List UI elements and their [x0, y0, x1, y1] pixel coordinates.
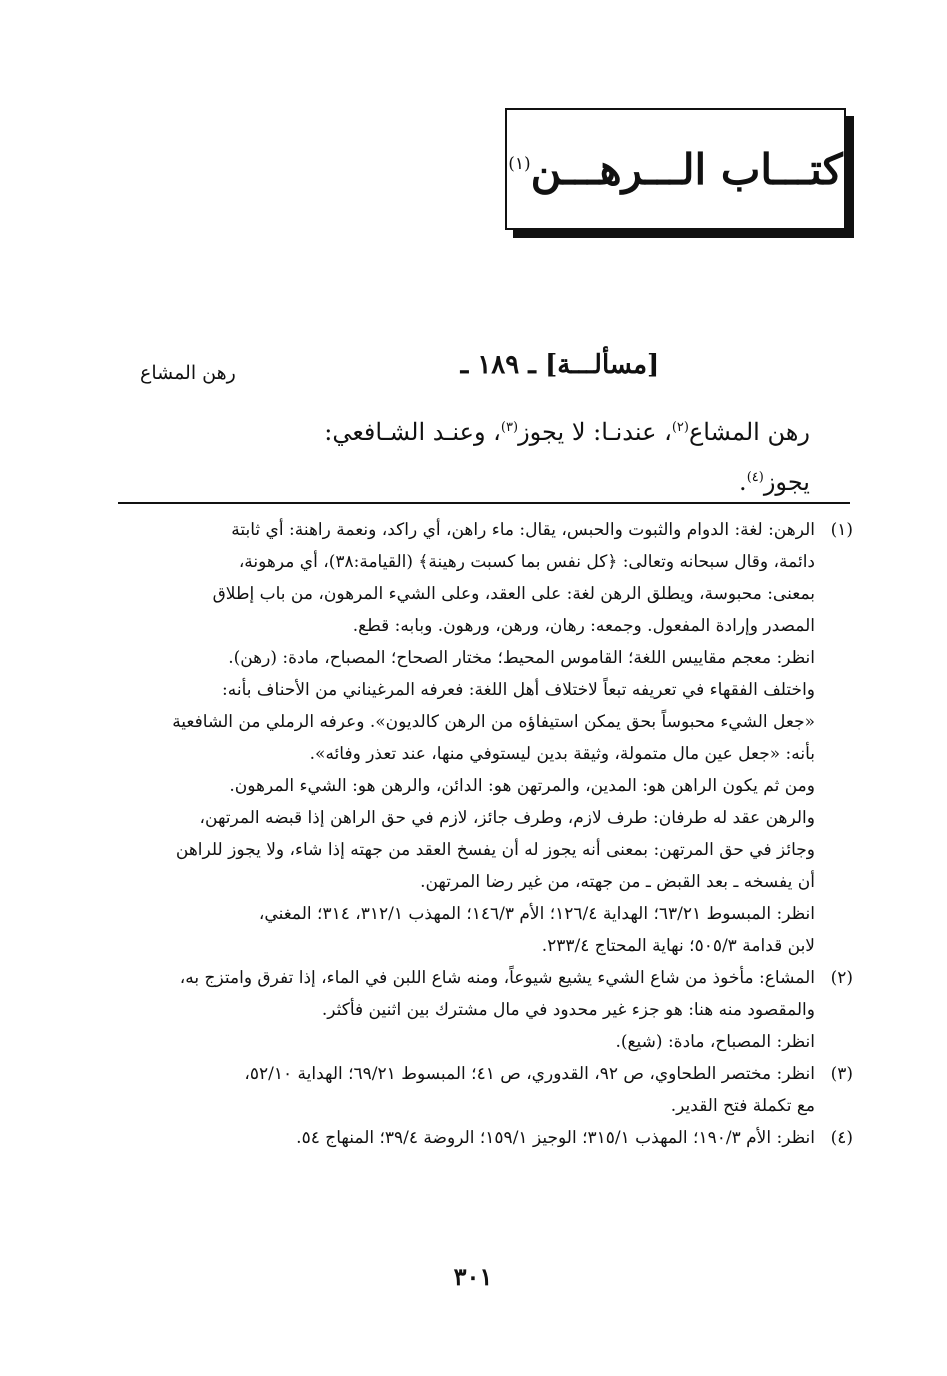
footnote-line: لابن قدامة ٥٠٥/٣؛ نهاية المحتاج ٢٣٣/٤.: [541, 936, 815, 956]
chapter-title-box: [505, 108, 846, 230]
footnote-line: انظر: مختصر الطحاوي، ص ٩٢، القدوري، ص ٤١؛ المبسوط ٦٩/٢١؛ الهداية ٥٢/١٠،: [244, 1064, 815, 1084]
footnote-line: انظر: المبسوط ٦٣/٢١؛ الهداية ١٢٦/٤؛ الأم ١٤٦/٣؛ المهذب ٣١٢/١، ٣١٤؛ المغني،: [258, 904, 815, 924]
footnote-body: [108, 1058, 815, 1122]
footnote-number: (٤): [830, 1128, 853, 1148]
chapter-title-footnote-ref: (١): [508, 153, 531, 174]
main-text-line-2: [240, 455, 810, 505]
main-text-span: ، وعنـد الشـافعي:: [324, 418, 501, 446]
footnote: [108, 514, 853, 962]
main-text-span: يجوز: [763, 468, 810, 496]
chapter-title: [508, 145, 843, 194]
footnote-number: (٢): [830, 968, 853, 988]
footnote-line: ومن ثم يكون الراهن هو: المدين، والمرتهن هو: الدائن، والرهن هو: الشيء المرهون.: [229, 776, 815, 796]
footnote-body: [108, 514, 815, 962]
footnote-ref-2: (٢): [671, 420, 689, 435]
footnote-line: المشاع: مأخوذ من شاع الشيء يشيع شيوعاً، ومنه شاع اللبن في الماء، إذا تفرق وامتزج به،: [179, 968, 815, 988]
footnote-ref-4: (٤): [746, 470, 764, 485]
footnote: [108, 962, 853, 1058]
footnote-line: بأنه: «جعل عين مال متمولة، وثيقة بدين ليستوفي منها، عند تعذر وفائه».: [309, 744, 815, 764]
footnote-line: الرهن: لغة: الدوام والثبوت والحبس، يقال: ماء راهن، أي راكد، ونعمة راهنة: أي ثابتة: [231, 520, 815, 540]
main-text-span: ، عندنـا: لا يجوز: [518, 418, 672, 446]
footnote-line: «جعل الشيء محبوساً بحق يمكن استيفاؤه من الرهن كالديون». وعرفه الرملي من الشافعية: [172, 712, 815, 732]
footnote-line: المصدر وإرادة المفعول. وجمعه: رهان، ورهن، ورهون. وبابه: قطع.: [352, 616, 815, 636]
margin-note: رهن المشاع: [140, 362, 236, 384]
footnote-body: [108, 962, 815, 1058]
main-text-span: رهن المشاع: [688, 418, 810, 446]
main-text-line-1: [240, 405, 810, 455]
page-number: ٣٠١: [453, 1262, 493, 1291]
footnotes: [108, 514, 853, 1154]
footnote: [108, 1058, 853, 1122]
footnote-line: وجائز في حق المرتهن: بمعنى أنه يجوز له أن يفسخ العقد من جهته إذا شاء، ولا يجوز للراهن: [175, 840, 815, 860]
footnote-line: مع تكملة فتح القدير.: [670, 1096, 815, 1116]
footnote-line: والرهن عقد له طرفان: طرف لازم، وطرف جائز، لازم في حق الراهن إذا قبضه المرتهن،: [199, 808, 815, 828]
footnote-line: انظر: معجم مقاييس اللغة؛ القاموس المحيط؛ مختار الصحاح؛ المصباح، مادة: (رهن).: [228, 648, 815, 668]
footnote-line: واختلف الفقهاء في تعريفه تبعاً لاختلاف أهل اللغة: فعرفه المرغيناني من الأحناف بأنه:: [222, 680, 815, 700]
main-text: [240, 405, 810, 505]
footnote-line: انظر: الأم ١٩٠/٣؛ المهذب ٣١٥/١؛ الوجيز ١٥٩/١؛ الروضة ٣٩/٤؛ المنهاج ٥٤.: [296, 1128, 815, 1148]
footnote-separator: [118, 502, 850, 504]
footnote-line: بمعنى: محبوسة، ويطلق الرهن لغة: على العقد، وعلى الشيء المرهون، من باب إطلاق: [212, 584, 815, 604]
issue-heading: [مسألـــة] ـ ١٨٩ ـ: [460, 350, 660, 380]
footnote-number: (٣): [830, 1064, 853, 1084]
footnote-line: والمقصود منه هنا: هو جزء غير محدود في مال مشترك بين اثنين فأكثر.: [321, 1000, 815, 1020]
footnote-line: أن يفسخه ـ بعد القبض ـ من جهته، من غير رضا المرتهن.: [420, 872, 815, 892]
footnote-number: (١): [830, 520, 853, 540]
footnote-line: انظر: المصباح، مادة: (شيع).: [615, 1032, 815, 1052]
chapter-title-text: كتـــاب الـــرهـــن: [530, 144, 843, 194]
main-text-span: .: [739, 468, 747, 496]
footnote: [108, 1122, 853, 1154]
footnote-ref-3: (٣): [500, 420, 519, 435]
footnote-body: [108, 1122, 815, 1154]
footnote-line: دائمة، وقال سبحانه وتعالى: ﴿كل نفس بما كسبت رهينة﴾ (القيامة:٣٨)، أي مرهونة،: [238, 552, 815, 572]
